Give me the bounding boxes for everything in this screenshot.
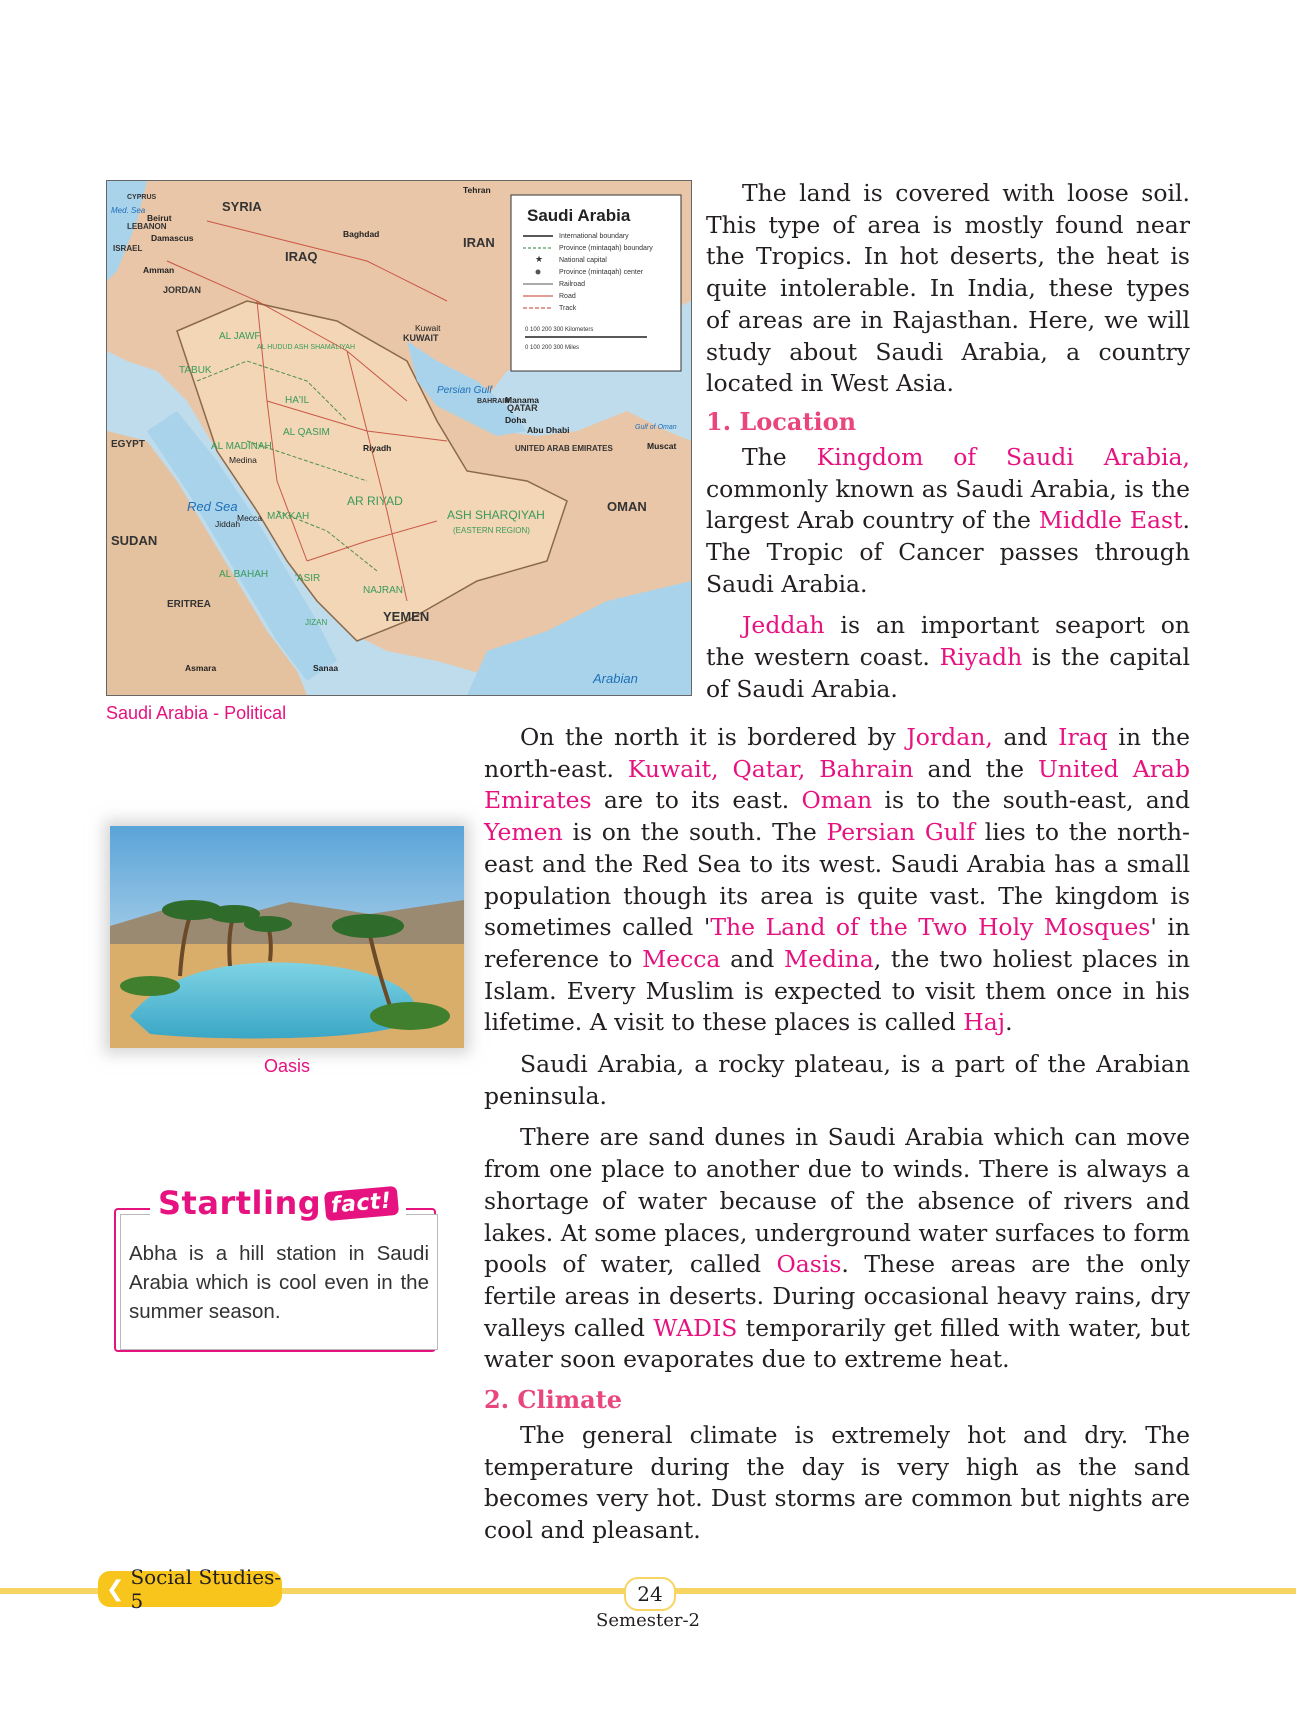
text-span: in the north-east. (484, 723, 1191, 783)
text-span: There are sand dunes in Saudi Arabia which can move from one place to another due to winds. There is always a shortage of water because of the absence of rivers and lakes. At some places, underground water surfaces to form pools of water, called (484, 1123, 1190, 1279)
startling-fact-text: Abha is a hill station in Saudi Arabia which is cool even in the summer season. (120, 1214, 438, 1350)
location-paragraph-3 (484, 722, 1190, 1039)
fact-badge: fact! (324, 1185, 399, 1220)
map-label-cyprus: CYPRUS (127, 194, 157, 201)
semester-label: Semester-2 (596, 1610, 700, 1631)
oasis-caption: Oasis (263, 1056, 310, 1076)
highlight-haj: Haj (963, 1008, 1006, 1037)
text-span: The (742, 442, 817, 471)
map-region-al-bahah: AL BAHAH (219, 569, 269, 580)
map-scale-km: 0 100 200 300 Kilometers (525, 327, 594, 333)
chevron-left-icon: ❮ (106, 1576, 125, 1602)
text-span: and (992, 723, 1059, 751)
page-number: 24 (624, 1577, 676, 1611)
map-region-al-madinah: AL MADINAH (211, 441, 272, 452)
text-span: temporarily get filled with water, but water soon evaporates due to extreme heat. (484, 1313, 1190, 1374)
map-city-abu-dhabi: Abu Dhabi (527, 425, 570, 435)
map-label-qatar: QATAR (507, 403, 538, 413)
map-legend-item: International boundary (559, 233, 629, 240)
highlight-riyadh: Riyadh (939, 643, 1023, 672)
text-span: is the capital of Saudi Arabia. (706, 643, 1190, 703)
highlight-two-holy-mosques: The Land of the Two Holy Mosques (710, 913, 1151, 942)
right-column (706, 178, 1190, 706)
climate-paragraph: The general climate is extremely hot and dry. The temperature during the day is very high as the sand becomes very hot. Dust storms are common but nights are cool and pleasant. (484, 1421, 1190, 1545)
text-span: is to the south-east, and (872, 786, 1190, 815)
text-span: On the north it is bordered by (520, 723, 907, 751)
map-label-iran: IRAN (463, 235, 495, 250)
text-span: and (720, 944, 785, 973)
highlight-iraq: Iraq (1058, 723, 1108, 751)
map-sea-red: Red Sea (187, 499, 238, 514)
text-span: is an important seaport on the western coast. (706, 611, 1190, 672)
map-city-mecca: Mecca (237, 513, 263, 523)
map-region-tabuk: TABUK (179, 365, 212, 376)
map-city-medina: Medina (229, 455, 257, 465)
highlight-wadis: WADIS (653, 1313, 738, 1342)
map-label-oman: OMAN (607, 499, 647, 514)
map-label-syria: SYRIA (222, 199, 262, 214)
map-legend (511, 195, 681, 371)
map-region-ash-sharqiyah: ASH SHARQIYAH (447, 508, 545, 522)
map-region-eastern: (EASTERN REGION) (453, 526, 530, 535)
map-city-baghdad: Baghdad (343, 229, 380, 239)
climate-heading: 2. Climate (484, 1385, 623, 1415)
location-paragraph-2 (706, 610, 1190, 705)
text-span: lies to the north-east and the Red Sea to its west. Saudi Arabia has a small population though its area is quite vast. The kingdom is sometimes called ' (484, 818, 1190, 942)
map-label-iraq: IRAQ (285, 249, 318, 264)
text-span: . The Tropic of Cancer passes through Saudi Arabia. (706, 506, 1191, 598)
location-paragraph-4: Saudi Arabia, a rocky plateau, is a part of the Arabian peninsula. (484, 1050, 1190, 1110)
map-label-eritrea: ERITREA (167, 599, 211, 610)
map-city-riyadh: Riyadh (363, 443, 392, 453)
map-label-egypt: EGYPT (111, 439, 145, 450)
text-span: . (1005, 1008, 1013, 1037)
highlight-oman: Oman (801, 786, 873, 815)
map-label-israel: ISRAEL (113, 244, 143, 253)
dot-icon (536, 270, 541, 275)
map-legend-item: Province (mintaqah) center (559, 269, 644, 276)
map-region-ar-riyad: AR RIYAD (347, 494, 403, 508)
map-city-muscat: Muscat (647, 441, 677, 451)
oasis-graphic (110, 826, 464, 1048)
map-label-uae: UNITED ARAB EMIRATES (515, 444, 613, 453)
map-city-jiddah: Jiddah (215, 519, 241, 529)
highlight-persian-gulf: Persian Gulf (826, 818, 975, 847)
text-span: are to its east. (591, 786, 802, 815)
highlight-medina: Medina (784, 944, 874, 973)
map-sea-gulf-of-oman: Gulf of Oman (635, 424, 677, 431)
map-city-sanaa: Sanaa (313, 663, 339, 673)
map-city-damascus: Damascus (151, 233, 194, 243)
map-legend-item: National capital (559, 257, 607, 264)
highlight-middle-east: Middle East (1038, 506, 1183, 535)
map-label-kuwait: KUWAIT (403, 333, 439, 343)
highlight-jordan: Jordan, (906, 723, 993, 751)
highlight-jeddah: Jeddah (742, 611, 825, 640)
map-label-bahrain: BAHRAIN (477, 398, 510, 405)
footer-book-title: Social Studies-5 (130, 1565, 282, 1613)
map-region-hail: HA'IL (285, 395, 310, 406)
main-column (484, 722, 1190, 1547)
highlight-oasis: Oasis (776, 1250, 842, 1279)
map-legend-title: Saudi Arabia (527, 206, 631, 225)
text-span: and the (913, 754, 1038, 783)
map-sea-med: Med. Sea (111, 206, 146, 215)
map-scale-mi: 0 100 200 300 Miles (525, 345, 580, 351)
oasis-image (110, 826, 464, 1048)
footer-book-tab (98, 1565, 282, 1613)
map-region-makkah: MAKKAH (267, 511, 310, 522)
location-paragraph-5 (484, 1122, 1190, 1376)
fact-title-word: Startling (158, 1184, 322, 1222)
startling-fact-title (150, 1184, 406, 1222)
map-city-manama: Manama (505, 395, 540, 405)
map-city-amman: Amman (143, 265, 175, 275)
map-city-doha: Doha (505, 415, 527, 425)
map-city-asmara: Asmara (185, 663, 217, 673)
map-region-asir: 'ASIR (295, 573, 321, 584)
location-paragraph-1 (706, 442, 1190, 601)
location-heading: 1. Location (706, 406, 857, 436)
map-caption: Saudi Arabia - Political (106, 703, 287, 723)
map-region-jizan: JIZAN (305, 618, 328, 627)
map-sea-persian: Persian Gulf (437, 385, 493, 396)
map-legend-item: Track (559, 305, 577, 312)
text-span: is on the south. The (562, 818, 827, 847)
highlight-kingdom: Kingdom of Saudi Arabia, (816, 442, 1191, 471)
saudi-arabia-political-map (106, 180, 692, 696)
highlight-mecca: Mecca (642, 944, 721, 973)
map-label-lebanon: LEBANON (127, 222, 167, 231)
map-region-al-jawf: AL JAWF (219, 331, 261, 342)
highlight-kuwait-qatar-bahrain: Kuwait, Qatar, Bahrain (627, 754, 914, 783)
intro-paragraph: The land is covered with loose soil. This type of area is mostly found near the Tropics. In hot deserts, the heat is quite intolerable. In India, these types of areas are in Rajasthan. Here, we will study about Saudi Arabia, a country located in West Asia. (706, 179, 1190, 398)
map-legend-item: Railroad (559, 281, 586, 288)
map-sea-arabian: Arabian (593, 671, 638, 686)
map-city-beirut: Beirut (147, 213, 172, 223)
text-span: . These areas are the only fertile areas in deserts. During occasional heavy rains, dry valleys called (484, 1250, 1190, 1342)
map-graphic (107, 181, 691, 695)
map-legend-item: Road (559, 293, 576, 300)
map-label-yemen: YEMEN (383, 609, 430, 624)
highlight-yemen: Yemen (484, 818, 563, 847)
map-city-kuwait: Kuwait (415, 323, 441, 333)
star-icon: ★ (535, 254, 544, 264)
text-span: ' in reference to (484, 913, 1190, 973)
map-region-al-qasim: AL QASIM (283, 427, 330, 438)
map-legend-item: Province (mintaqah) boundary (559, 245, 653, 252)
text-span: commonly known as Saudi Arabia, is the largest Arab country of the (706, 474, 1190, 535)
map-region-hudud: AL HUDUD ASH SHAMALIYAH (257, 344, 356, 351)
map-label-sudan: SUDAN (111, 533, 158, 548)
map-label-jordan: JORDAN (163, 285, 202, 295)
map-city-tehran: Tehran (463, 185, 491, 195)
text-span: , the two holiest places in Islam. Every Muslim is expected to visit them once in his lifetime. A visit to these places is called (484, 944, 1190, 1037)
map-region-najran: NAJRAN (363, 585, 404, 596)
highlight-uae: United Arab Emirates (484, 754, 1190, 815)
